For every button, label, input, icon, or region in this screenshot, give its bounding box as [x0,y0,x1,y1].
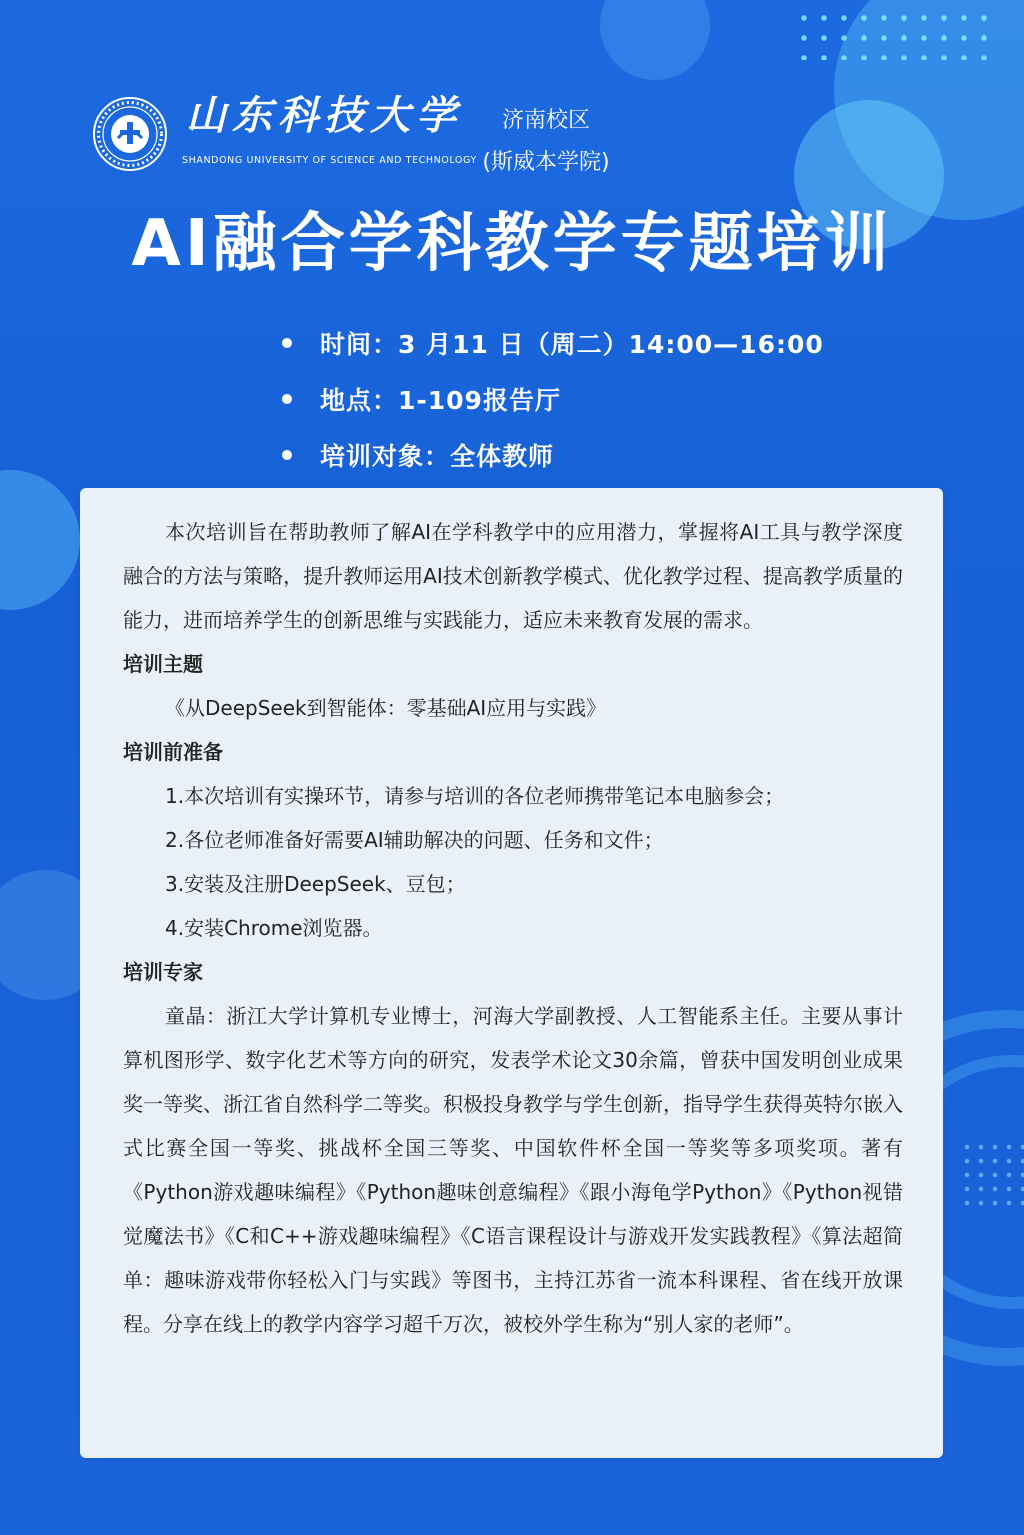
prep-item: 3.安装及注册DeepSeek、豆包； [165,872,466,896]
event-info-list [282,315,824,483]
decor-dots [794,8,994,60]
prep-item: 4.安装Chrome浏览器。 [165,916,383,940]
bullet-icon [282,338,292,348]
bullet-icon [282,450,292,460]
decor-circle [0,470,80,610]
content-body [123,510,903,1346]
prep-item: 2.各位老师准备好需要AI辅助解决的问题、任务和文件； [165,828,664,852]
info-item-time [282,315,824,371]
prep-item: 1.本次培训有实操环节，请参与培训的各位老师携带笔记本电脑参会； [165,784,785,808]
university-name: 山东科技大学 [186,92,462,139]
university-emblem-icon [92,96,168,172]
decor-dots [960,1140,1024,1210]
campus-line: (斯威本学院) [482,150,610,175]
info-text: 时间：3 月11 日（周二）14:00—16:00 [320,330,824,359]
prep-heading: 培训前准备 [123,740,223,764]
expert-bio: 童晶：浙江大学计算机专业博士，河海大学副教授、人工智能系主任。主要从事计算机图形学、数字化艺术等方向的研究，发表学术论文30余篇，曾获中国发明创业成果奖一等奖、浙江省自然科学二等奖。积极投身教学与学生创新，指导学生获得英特尔嵌入式比赛全国一等奖、挑战杯全国三等奖、中国软件杯全国一等奖等多项奖项。著有《Python游戏趣味编程》《Python趣味创意编程》《跟小海龟学Python》《Python视错觉魔法书》《C和C++游戏趣味编程》《C语言课程设计与游戏开发实践教程》《算法超简单：趣味游戏带你轻松入门与实践》等图书，主持江苏省一流本科课程、省在线开放课程。分享在线上的教学内容学习超千万次，被校外学生称为“别人家的老师”。 [123,1004,903,1336]
info-text: 培训对象：全体教师 [320,442,555,471]
content-card [80,488,943,1458]
page-title: AI融合学科教学专题培训 [131,207,893,281]
info-item-audience [282,427,824,483]
info-text: 地点：1-109报告厅 [320,386,561,415]
info-item-location [282,371,824,427]
decor-circle [600,0,710,80]
theme-heading: 培训主题 [123,652,203,676]
expert-heading: 培训专家 [123,960,203,984]
theme-text: 《从DeepSeek到智能体：零基础AI应用与实践》 [165,696,607,720]
campus-line: 济南校区 [501,108,590,133]
intro-paragraph: 本次培训旨在帮助教师了解AI在学科教学中的应用潜力，掌握将AI工具与教学深度融合的方法与策略，提升教师运用AI技术创新教学模式、优化教学过程、提高教学质量的能力，进而培养学生的创新思维与实践能力，适应未来教育发展的需求。 [123,520,903,632]
campus-label [472,100,620,184]
bullet-icon [282,394,292,404]
university-name-en: SHANDONG UNIVERSITY OF SCIENCE AND TECHNOLOGY [182,155,477,166]
